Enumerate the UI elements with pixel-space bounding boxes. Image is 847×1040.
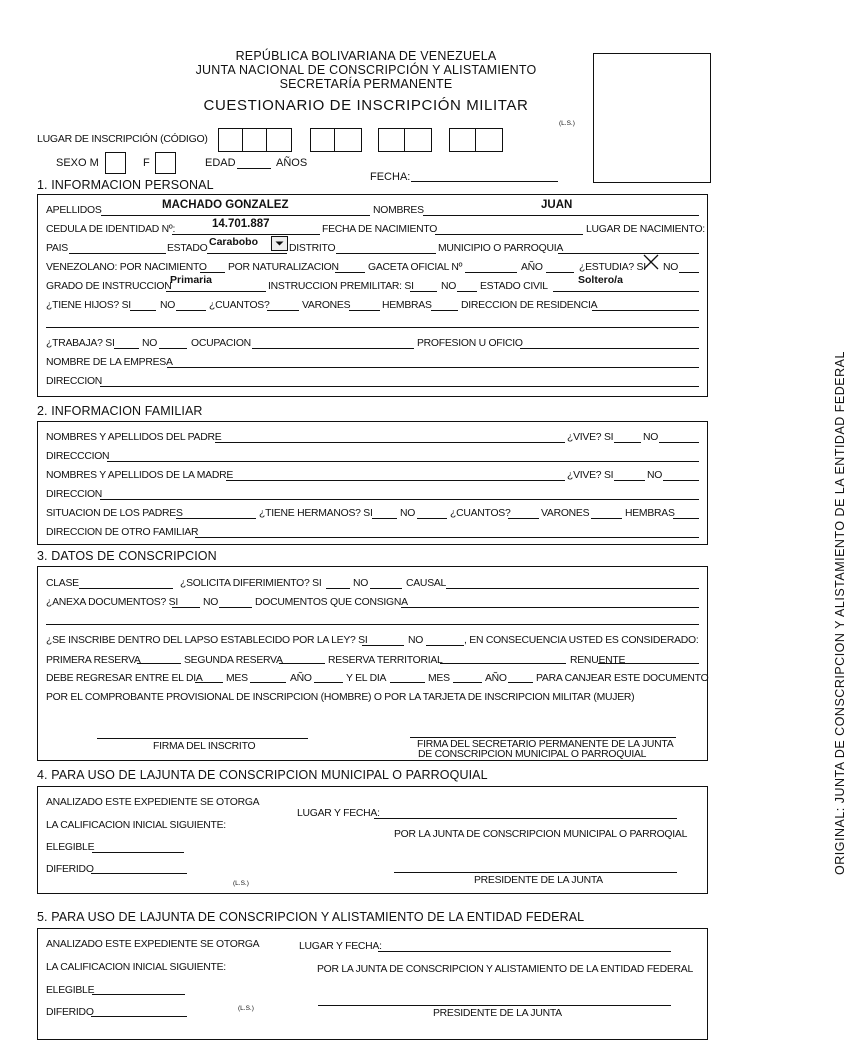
por-nacimiento-field[interactable] [200,272,225,273]
lugar-inscripcion-label: LUGAR DE INSCRIPCIÓN (CÓDIGO) [37,133,208,145]
header-republic: REPÚBLICA BOLIVARIANA DE VENEZUELA [235,49,497,63]
diferimiento-si-field[interactable] [326,588,350,589]
hermanos-cuantos-label: ¿CUANTOS? [450,508,511,519]
otro-familiar-field[interactable] [195,537,699,538]
code-cell-1[interactable] [218,128,244,152]
empresa-field[interactable] [167,367,699,368]
documentos-field-2[interactable] [46,624,699,625]
estado-dropdown[interactable] [271,236,288,251]
cedula-field[interactable] [172,234,320,235]
s4-calificacion-label: LA CALIFICACION INICIAL SIGUIENTE: [46,820,226,831]
ocupacion-label: OCUPACION [191,338,251,349]
situacion-padres-field[interactable] [176,518,256,519]
seal-label: (L.S.) [559,120,575,127]
apellidos-field[interactable] [101,215,370,216]
premilitar-si-field[interactable] [410,291,437,292]
fecha-field[interactable] [411,181,558,182]
form-title: CUESTIONARIO DE INSCRIPCIÓN MILITAR [203,97,529,114]
estado-label: ESTADO [167,243,208,254]
nombres-label: NOMBRES [373,205,424,216]
code-cell-2[interactable] [242,128,268,152]
inscribe-no-label: NO [408,635,424,646]
code-cell-6[interactable] [378,128,406,152]
grado-label: GRADO DE INSTRUCCION [46,281,172,292]
hermanos-hembras-label: HEMBRAS [625,508,675,519]
estudia-si-checkbox[interactable] [642,253,660,271]
hembras-field[interactable] [431,310,458,311]
section-4-title: 4. PARA USO DE LAJUNTA DE CONSCRIPCION MUNICIPAL O PARROQUIAL [37,768,488,782]
padre-vive-si-field[interactable] [614,442,641,443]
direccion-padre-label: DIRECCCION [46,451,110,462]
madre-vive-si-field[interactable] [614,480,645,481]
regresar-dia-field[interactable] [195,682,223,683]
s5-diferido-label: DIFERIDO [46,1007,94,1018]
s5-lugar-fecha-field[interactable] [378,951,671,952]
firma-inscrito-line[interactable] [97,738,308,739]
y-el-dia-mes-field[interactable] [453,682,482,683]
ano-label: AÑO [521,262,543,273]
hermanos-si-field[interactable] [372,518,397,519]
trabaja-label: ¿TRABAJA? SI [46,338,115,349]
segunda-reserva-field[interactable] [279,663,325,664]
side-original-label: ORIGINAL: JUNTA DE CONSCRIPCION Y ALISTAMIENTO DE LA ENTIDAD FEDERAL [833,351,847,875]
clase-label: CLASE [46,578,79,589]
s5-diferido-field[interactable] [91,1016,187,1017]
padre-label: NOMBRES Y APELLIDOS DEL PADRE [46,432,222,443]
code-cell-3[interactable] [266,128,292,152]
apellidos-label: APELLIDOS [46,205,102,216]
estado-field [207,253,287,254]
s5-elegible-label: ELEGIBLE [46,985,95,996]
ocupacion-field[interactable] [252,348,414,349]
inscribe-si-field[interactable] [362,645,404,646]
premilitar-no-field[interactable] [457,291,477,292]
cedula-label: CEDULA DE IDENTIDAD Nº: [46,224,176,235]
trabaja-no-label: NO [142,338,158,349]
municipio-field[interactable] [558,253,699,254]
section-3-title: 3. DATOS DE CONSCRIPCION [37,549,217,563]
inscribe-lapso-label: ¿SE INSCRIBE DENTRO DEL LAPSO ESTABLECIDO POR LA LEY? SI [46,635,368,646]
madre-label: NOMBRES Y APELLIDOS DE LA MADRE [46,470,234,481]
code-cell-7[interactable] [404,128,432,152]
s4-analizado-label: ANALIZADO ESTE EXPEDIENTE SE OTORGA [46,797,260,808]
lugar-nacimiento-label: LUGAR DE NACIMIENTO: [586,224,705,235]
estado-value: Carabobo [209,236,259,248]
fecha-nacimiento-label: FECHA DE NACIMIENTO [322,224,438,235]
premilitar-no-label: NO [441,281,457,292]
firma-inscrito-label: FIRMA DEL INSCRITO [153,741,256,752]
code-cell-8[interactable] [449,128,477,152]
estudia-no-field[interactable] [679,272,699,273]
diferimiento-label: ¿SOLICITA DIFERIMIENTO? SI [180,578,322,589]
s5-lugar-fecha-label: LUGAR Y FECHA: [299,941,382,952]
madre-vive-no-field[interactable] [663,480,699,481]
direccion-residencia-field-2[interactable] [46,327,699,328]
documentos-field[interactable] [401,607,699,608]
section-5-title: 5. PARA USO DE LAJUNTA DE CONSCRIPCION Y ALISTAMIENTO DE LA ENTIDAD FEDERAL [37,910,585,924]
regresar-label: DEBE REGRESAR ENTRE EL DIA [46,673,203,684]
firma-secretario-label-2: DE CONSCRIPCION MUNICIPAL O PARROQUIAL [418,749,647,760]
s4-elegible-label: ELEGIBLE [46,842,95,853]
estado-civil-field[interactable] [553,291,699,292]
photo-box [593,53,711,183]
renuente-label: RENUENTE [570,655,626,666]
clase-field[interactable] [79,588,173,589]
hermanos-cuantos-field[interactable] [508,518,539,519]
otro-familiar-label: DIRECCION DE OTRO FAMILIAR [46,527,199,538]
trabaja-no-field[interactable] [159,348,187,349]
s4-presidente-label: PRESIDENTE DE LA JUNTA [474,875,603,886]
y-el-dia-field[interactable] [390,682,425,683]
hermanos-varones-label: VARONES [541,508,590,519]
s5-calificacion-label: LA CALIFICACION INICIAL SIGUIENTE: [46,962,226,973]
y-el-dia-ano-label: AÑO [485,673,507,684]
estado-civil-label: ESTADO CIVIL [480,281,548,292]
hembras-label: HEMBRAS [382,300,432,311]
primera-reserva-field[interactable] [137,663,181,664]
sexo-m-label: SEXO M [56,157,99,169]
s5-seal-label: (L.S.) [238,1005,254,1012]
fecha-nacimiento-field[interactable] [435,234,583,235]
direccion-padre-field[interactable] [107,461,699,462]
s5-presidente-line[interactable] [318,1005,671,1006]
firma-secretario-line[interactable] [410,737,676,738]
sexo-f-label: F [143,157,150,169]
distrito-field[interactable] [336,253,436,254]
direccion-residencia-field[interactable] [592,310,699,311]
y-el-dia-mes-label: MES [428,673,450,684]
naturalizacion-field[interactable] [335,272,365,273]
causal-label: CAUSAL [406,578,447,589]
gaceta-label: GACETA OFICIAL Nº [368,262,463,273]
s5-analizado-label: ANALIZADO ESTE EXPEDIENTE SE OTORGA [46,939,260,950]
cuantos-label: ¿CUANTOS? [209,300,270,311]
hermanos-no-label: NO [400,508,416,519]
s4-seal-label: (L.S.) [233,880,249,887]
primera-reserva-label: PRIMERA RESERVA [46,655,141,666]
y-el-dia-label: Y EL DIA [346,673,387,684]
hijos-label: ¿TIENE HIJOS? SI [46,300,131,311]
naturalizacion-label: POR NATURALIZACION [228,262,339,273]
ano-field[interactable] [546,272,574,273]
anexa-si-field[interactable] [172,607,200,608]
hermanos-no-field[interactable] [417,518,447,519]
causal-field[interactable] [446,588,699,589]
direccion-empresa-field[interactable] [100,386,699,387]
pais-field[interactable] [69,253,166,254]
s4-lugar-fecha-field[interactable] [374,818,677,819]
venezolano-label: VENEZOLANO: POR NACIMIENTO [46,262,207,273]
profesion-label: PROFESION U OFICIO [417,338,523,349]
hijos-no-label: NO [160,300,176,311]
s4-diferido-label: DIFERIDO [46,864,94,875]
direccion-madre-field[interactable] [100,499,699,500]
grado-field[interactable] [166,291,266,292]
situacion-padres-label: SITUACION DE LOS PADRES [46,508,183,519]
comprobante-label: POR EL COMPROBANTE PROVISIONAL DE INSCRIPCION (HOMBRE) O POR LA TARJETA DE INSCRIPCION MILITAR (MUJER) [46,692,635,703]
estudia-no-label: NO [663,262,679,273]
firma-secretario-label-1: FIRMA DEL SECRETARIO PERMANENTE DE LA JUNTA [417,739,674,750]
edad-field[interactable] [237,168,271,169]
edad-label: EDAD [205,157,236,169]
premilitar-label: INSTRUCCION PREMILITAR: SI [268,281,414,292]
reserva-territorial-field[interactable] [440,663,566,664]
regresar-mes-field[interactable] [250,682,286,683]
trabaja-si-field[interactable] [114,348,139,349]
madre-vive-label: ¿VIVE? SI [567,470,614,481]
hermanos-varones-field[interactable] [591,518,622,519]
municipio-label: MUNICIPIO O PARROQUIA [438,243,564,254]
apellidos-value: MACHADO GONZALEZ [162,199,289,211]
s5-presidente-label: PRESIDENTE DE LA JUNTA [433,1008,562,1019]
s4-presidente-line[interactable] [394,872,677,873]
regresar-mes-label: MES [226,673,248,684]
estudia-label: ¿ESTUDIA? SI [579,262,646,273]
diferimiento-no-field[interactable] [370,588,402,589]
s4-por-junta-label: POR LA JUNTA DE CONSCRIPCION MUNICIPAL O PARROQIAL [394,829,688,840]
s5-por-junta-label: POR LA JUNTA DE CONSCRIPCION Y ALISTAMIENTO DE LA ENTIDAD FEDERAL [317,964,693,975]
section-1-title: 1. INFORMACION PERSONAL [37,178,214,192]
padre-vive-no-label: NO [643,432,659,443]
hijos-no-field[interactable] [176,310,206,311]
header-secretaria: SECRETARÍA PERMANENTE [279,77,453,91]
chevron-down-icon [272,237,287,250]
regresar-ano-label: AÑO [290,673,312,684]
sexo-m-checkbox[interactable] [105,152,126,174]
direccion-madre-label: DIRECCION [46,489,103,500]
grado-value: Primaria [170,274,213,286]
s4-elegible-field[interactable] [92,852,184,853]
anexa-no-label: NO [203,597,219,608]
sexo-f-checkbox[interactable] [155,152,176,174]
hermanos-label: ¿TIENE HERMANOS? SI [259,508,373,519]
nombres-value: JUAN [541,199,573,211]
documentos-label: DOCUMENTOS QUE CONSIGNA [255,597,408,608]
s4-diferido-field[interactable] [91,873,187,874]
distrito-label: DISTRITO [289,243,336,254]
code-cell-5[interactable] [334,128,362,152]
nombres-field[interactable] [423,215,699,216]
fecha-label: FECHA: [370,171,411,183]
anos-label: AÑOS [276,157,308,169]
profesion-field[interactable] [520,348,699,349]
segunda-reserva-label: SEGUNDA RESERVA [184,655,283,666]
varones-field[interactable] [349,310,380,311]
inscribe-no-field[interactable] [426,645,464,646]
direccion-residencia-label: DIRECCION DE RESIDENCIA [461,300,598,311]
hijos-si-field[interactable] [130,310,156,311]
diferimiento-no-label: NO [353,578,369,589]
renuente-field[interactable] [598,663,699,664]
anexa-label: ¿ANEXA DOCUMENTOS? SI [46,597,178,608]
regresar-ano-field[interactable] [314,682,343,683]
anexa-no-field[interactable] [219,607,252,608]
varones-label: VARONES [302,300,351,311]
madre-field[interactable] [226,480,565,481]
direccion-empresa-label: DIRECCION [46,376,103,387]
gaceta-field[interactable] [465,272,517,273]
cuantos-field[interactable] [267,310,299,311]
cedula-value: 14.701.887 [212,218,270,230]
section-2-title: 2. INFORMACION FAMILIAR [37,404,203,418]
considerado-label: , EN CONSECUENCIA USTED ES CONSIDERADO: [464,635,699,646]
y-el-dia-ano-field[interactable] [508,682,533,683]
code-cell-9[interactable] [475,128,503,152]
header-junta: JUNTA NACIONAL DE CONSCRIPCIÓN Y ALISTAMIENTO [195,63,537,77]
empresa-label: NOMBRE DE LA EMPRESA [46,357,173,368]
hermanos-hembras-field[interactable] [673,518,699,519]
reserva-territorial-label: RESERVA TERRITORIAL [328,655,443,666]
padre-field[interactable] [215,442,565,443]
code-cell-4[interactable] [310,128,336,152]
padre-vive-label: ¿VIVE? SI [567,432,614,443]
estado-civil-value: Soltero/a [578,274,623,286]
x-mark-icon [642,253,660,271]
s4-lugar-fecha-label: LUGAR Y FECHA: [297,808,380,819]
canjear-label: PARA CANJEAR ESTE DOCUMENTO [536,673,709,684]
pais-label: PAIS [46,243,68,254]
padre-vive-no-field[interactable] [659,442,699,443]
madre-vive-no-label: NO [647,470,663,481]
s5-elegible-field[interactable] [92,994,185,995]
